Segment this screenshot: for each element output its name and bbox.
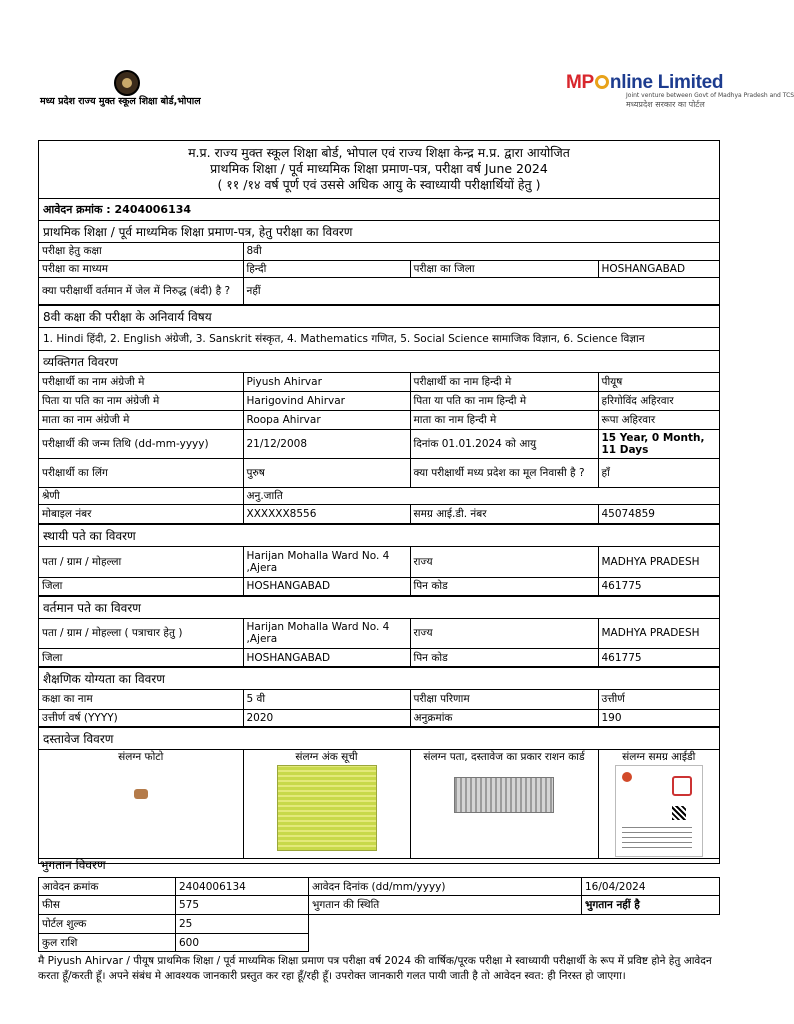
value: 15 Year, 0 Month, 11 Days [598, 430, 719, 459]
value: 461775 [598, 577, 719, 595]
value: XXXXXX8556 [243, 505, 410, 524]
mp-subtitle: Joint venture between Govt of Madhya Pradesh and TCS [626, 92, 794, 99]
label: दिनांक 01.01.2024 को आयु [410, 430, 598, 459]
permanent-address-heading: स्थायी पते का विवरण [39, 524, 719, 547]
value: 575 [176, 896, 309, 915]
documents-table [39, 750, 719, 859]
label: जिला [39, 649, 243, 667]
label: आवेदन क्रमांक [39, 878, 176, 896]
mp-logo-red: MP [566, 72, 594, 93]
permanent-address-table [39, 547, 719, 596]
board-seal-icon [114, 70, 140, 96]
label: परीक्षा हेतु कक्षा [39, 243, 243, 260]
label: कुल राशि [39, 934, 176, 952]
label: मोबाइल नंबर [39, 505, 243, 524]
doc-address-cell [410, 750, 598, 859]
exam-section-heading: प्राथमिक शिक्षा / पूर्व माध्यमिक शिक्षा प्रमाण-पत्र, हेतु परीक्षा का विवरण [39, 221, 719, 243]
label: पिन कोड [410, 577, 598, 595]
personal-details-table [39, 373, 719, 525]
education-heading: शैक्षणिक योग्यता का विवरण [39, 667, 719, 690]
label: परीक्षा का जिला [410, 260, 598, 277]
label: कक्षा का नाम [39, 690, 243, 709]
board-logo-block [40, 66, 240, 108]
label: परीक्षार्थी का लिंग [39, 459, 243, 488]
label: क्या परीक्षार्थी मध्य प्रदेश का मूल निवासी है ? [410, 459, 598, 488]
payment-table [38, 877, 720, 952]
label: परीक्षार्थी का नाम अंग्रेजी मे [39, 373, 243, 392]
value: Harigovind Ahirvar [243, 392, 410, 411]
label: राज्य [410, 619, 598, 649]
doc-marks-label: संलग्न अंक सूची [295, 750, 358, 763]
title-line-2: प्राथमिक शिक्षा / पूर्व माध्यमिक शिक्षा प्रमाण-पत्र, परीक्षा वर्ष June 2024 [210, 161, 548, 176]
label: पिता या पति का नाम हिन्दी मे [410, 392, 598, 411]
photo-thumbnail[interactable] [134, 789, 148, 799]
label: आवेदन दिनांक (dd/mm/yyyy) [309, 878, 582, 896]
value: 190 [598, 709, 719, 726]
value: रूपा अहिरवार [598, 411, 719, 430]
label: पिन कोड [410, 649, 598, 667]
label: परीक्षार्थी का नाम हिन्दी मे [410, 373, 598, 392]
board-name: मध्य प्रदेश राज्य मुक्त स्कूल शिक्षा बोर्ड,भोपाल [40, 96, 201, 107]
value: HOSHANGABAD [243, 649, 410, 667]
value: MADHYA PRADESH [598, 547, 719, 577]
declaration-text: मै Piyush Ahirvar / पीयूष प्राथमिक शिक्षा / पूर्व माध्यमिक शिक्षा प्रमाण पत्र परीक्षा वर्ष 2024 की वार्षिक/पूरक परीक्षा मे स्वाध्यायी परीक्षार्थी के रूप में प्रविष्ट होने हेतु आवेदन करता हूँ/करती हूँ। अपने संबंध मे आवश्यक जानकारी प्रस्तुत कर रहा हूँ/रही हूँ। उपरोक्त जानकारी गलत पायी जाती है तो आवेदन स्वत: ही निरस्त हो जाएगा। [38, 955, 712, 982]
subjects-heading: 8वी कक्षा की परीक्षा के अनिवार्य विषय [39, 305, 719, 328]
education-table [39, 690, 719, 727]
value: हाँ [598, 459, 719, 488]
label: समग्र आई.डी. नंबर [410, 505, 598, 524]
ration-card-thumbnail[interactable] [454, 777, 554, 813]
samagra-id-thumbnail[interactable] [615, 765, 703, 857]
value: 2020 [243, 709, 410, 726]
label: राज्य [410, 547, 598, 577]
label: परीक्षा का माध्यम [39, 260, 243, 277]
application-form [38, 140, 720, 864]
label: परीक्षा परिणाम [410, 690, 598, 709]
label: पोर्टल शुल्क [39, 915, 176, 934]
form-title [39, 141, 719, 199]
value: Piyush Ahirvar [243, 373, 410, 392]
mp-tagline: मध्यप्रदेश सरकार का पोर्टल [626, 100, 705, 109]
doc-photo-label: संलग्न फोटो [118, 750, 164, 763]
value: MADHYA PRADESH [598, 619, 719, 649]
value: पुरुष [243, 459, 410, 488]
label: उत्तीर्ण वर्ष (YYYY) [39, 709, 243, 726]
value: Roopa Ahirvar [243, 411, 410, 430]
mp-logo-blue: nline Limited [609, 72, 724, 93]
label: श्रेणी [39, 488, 243, 505]
value: 21/12/2008 [243, 430, 410, 459]
payment-heading: भुगतान विवरण [40, 858, 106, 872]
label: पता / ग्राम / मोहल्ला ( पत्राचार हेतु ) [39, 619, 243, 649]
mponline-logo [566, 72, 794, 110]
label: फीस [39, 896, 176, 915]
value: 25 [176, 915, 309, 934]
empty-cell [309, 915, 720, 952]
marksheet-thumbnail[interactable] [277, 765, 377, 851]
subjects-list: 1. Hindi हिंदी, 2. English अंग्रेजी, 3. Sanskrit संस्कृत, 4. Mathematics गणित, 5. Social Science सामाजिक विज्ञान, 6. Science विज्ञान [39, 328, 719, 351]
value: Harijan Mohalla Ward No. 4 ,Ajera [243, 547, 410, 577]
doc-samagra-label: संलग्न समग्र आईडी [622, 750, 696, 763]
label: पता / ग्राम / मोहल्ला [39, 547, 243, 577]
label: माता का नाम हिन्दी मे [410, 411, 598, 430]
current-address-heading: वर्तमान पते का विवरण [39, 596, 719, 619]
label: जिला [39, 577, 243, 595]
exam-details-table [39, 243, 719, 305]
value: 2404006134 [176, 878, 309, 896]
value: Harijan Mohalla Ward No. 4 ,Ajera [243, 619, 410, 649]
value: HOSHANGABAD [598, 260, 719, 277]
value: हिन्दी [243, 260, 410, 277]
value: 5 वी [243, 690, 410, 709]
value: अनु.जाति [243, 488, 719, 505]
value: 16/04/2024 [582, 878, 720, 896]
label: क्या परीक्षार्थी वर्तमान में जेल में निरुद्ध (बंदी) है ? [39, 277, 243, 304]
doc-address-label: संलग्न पता, दस्तावेज का प्रकार राशन कार्ड [423, 750, 585, 763]
value: नहीं [243, 277, 719, 304]
value: हरिगोविंद अहिरवार [598, 392, 719, 411]
label: पिता या पति का नाम अंग्रेजी मे [39, 392, 243, 411]
value: उत्तीर्ण [598, 690, 719, 709]
value: पीयूष [598, 373, 719, 392]
mp-logo-o-icon [595, 75, 609, 89]
value: 461775 [598, 649, 719, 667]
doc-photo-cell [39, 750, 243, 859]
application-number: आवेदन क्रमांक : 2404006134 [39, 199, 719, 221]
value: 45074859 [598, 505, 719, 524]
payment-status: भुगतान नहीं है [582, 896, 720, 915]
title-line-3: ( ११ /१४ वर्ष पूर्ण एवं उससे अधिक आयु के स्वाध्यायी परीक्षार्थियों हेतु ) [217, 177, 541, 192]
value: HOSHANGABAD [243, 577, 410, 595]
title-line-1: म.प्र. राज्य मुक्त स्कूल शिक्षा बोर्ड, भोपाल एवं राज्य शिक्षा केन्द्र म.प्र. द्वारा आयोजित [188, 145, 570, 160]
current-address-table [39, 619, 719, 668]
label: भुगतान की स्थिति [309, 896, 582, 915]
value: 8वी [243, 243, 719, 260]
label: परीक्षार्थी की जन्म तिथि (dd-mm-yyyy) [39, 430, 243, 459]
doc-samagra-cell [598, 750, 719, 859]
payment-section [38, 858, 720, 952]
label: अनुक्रमांक [410, 709, 598, 726]
documents-heading: दस्तावेज विवरण [39, 727, 719, 750]
personal-heading: व्यक्तिगत विवरण [39, 351, 719, 373]
value: 600 [176, 934, 309, 952]
doc-marks-cell [243, 750, 410, 859]
label: माता का नाम अंग्रेजी मे [39, 411, 243, 430]
